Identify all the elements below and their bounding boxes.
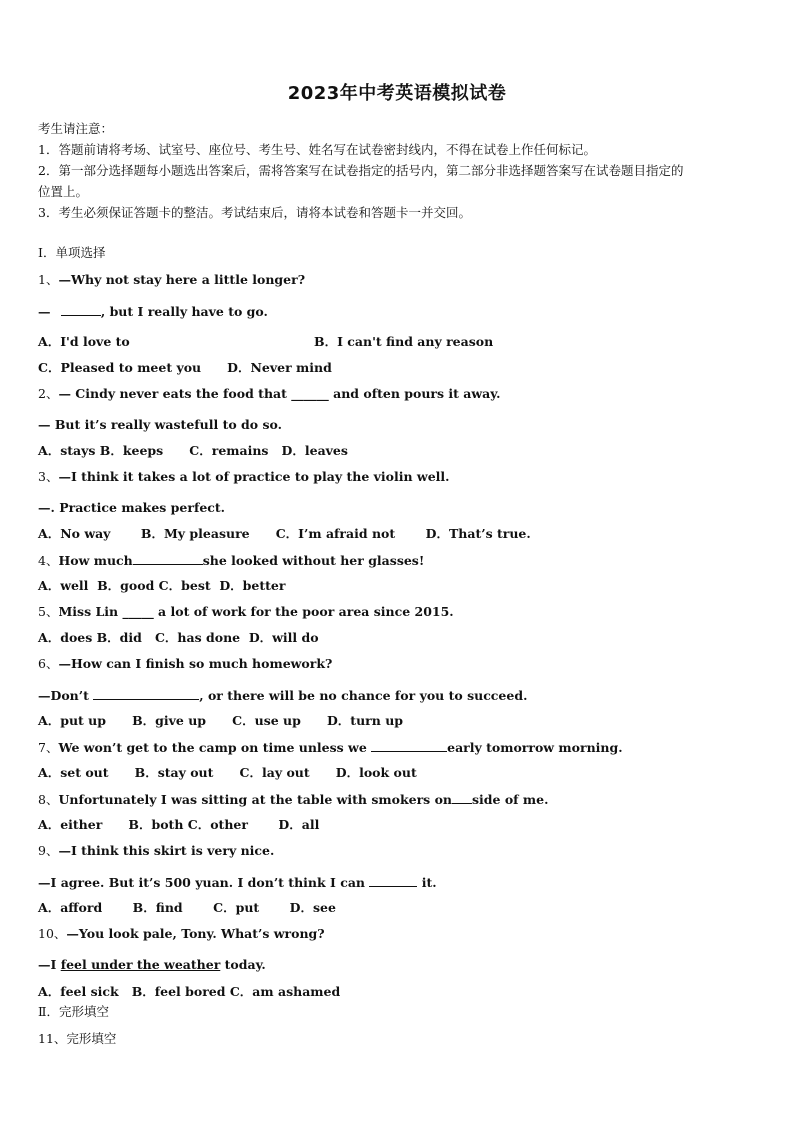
question-5-options: A．does B．did C．has done D．will do	[38, 630, 319, 645]
answer-blank	[452, 791, 472, 804]
question-6-reply: —Don’t , or there will be no chance for you to succeed.	[38, 688, 528, 703]
question-7-options: A．set out B．stay out C．lay out D．look out	[38, 765, 417, 780]
question-6-options: A．put up B．give up C．use up D．turn up	[38, 713, 404, 728]
question-5-stem: 5、Miss Lin _____ a lot of work for the poor area since 2015.	[38, 604, 454, 619]
question-1-reply: — , but I really have to go.	[38, 304, 268, 319]
question-9-stem: 9、—I think this skirt is very nice.	[38, 843, 275, 858]
question-3-reply: —. Practice makes perfect.	[38, 500, 226, 515]
question-4-options: A．well B．good C．best D．better	[38, 578, 286, 593]
exam-title: 2023年中考英语模拟试卷	[287, 83, 507, 104]
notice-item-2: 2．第一部分选择题每小题选出答案后，需将答案写在试卷指定的括号内，第二部分非选择题答案写在试卷题目指定的	[38, 163, 684, 178]
answer-blank	[93, 687, 199, 700]
question-2-stem: 2、— Cindy never eats the food that ______ and often pours it away.	[38, 386, 501, 401]
question-6-stem: 6、—How can I finish so much homework?	[38, 656, 333, 671]
section-heading-1: Ⅰ．单项选择	[38, 245, 106, 260]
notice-heading: 考生请注意：	[38, 121, 114, 136]
question-3-options: A．No way B．My pleasure C．I’m afraid not D．That’s true.	[38, 526, 531, 541]
underlined-phrase: feel under the weather	[60, 957, 221, 972]
question-number: 1、	[38, 272, 59, 287]
question-2-options: A．stays B．keeps C．remains D．leaves	[38, 443, 348, 458]
question-1-option-b: B．I can't find any reason	[314, 334, 494, 349]
question-1-stem: 1、—Why not stay here a little longer?	[38, 272, 306, 287]
question-10-reply: —I feel under the weather today.	[38, 957, 266, 972]
question-9-options: A．afford B．find C．put D．see	[38, 900, 336, 915]
question-1-option-a: A．I'd love to	[38, 334, 130, 349]
question-2-reply: — But it’s really wastefull to do so.	[38, 417, 282, 432]
answer-blank	[133, 552, 203, 565]
notice-item-1: 1．答题前请将考场、试室号、座位号、考生号、姓名写在试卷密封线内，不得在试卷上作任何标记。	[38, 142, 596, 157]
answer-blank	[61, 303, 101, 316]
notice-item-2-cont: 位置上。	[38, 184, 89, 199]
notice-item-3: 3．考生必须保证答题卡的整洁。考试结束后，请将本试卷和答题卡一并交回。	[38, 205, 471, 220]
question-4-stem: 4、How much she looked without her glasses!	[38, 553, 425, 568]
question-8-stem: 8、Unfortunately I was sitting at the table with smokers on side of me.	[38, 792, 549, 807]
question-3-stem: 3、—I think it takes a lot of practice to play the violin well.	[38, 469, 450, 484]
answer-blank	[371, 739, 447, 752]
question-9-reply: —I agree. But it’s 500 yuan. I don’t think I can it.	[38, 875, 437, 890]
question-7-stem: 7、We won’t get to the camp on time unless we early tomorrow morning.	[38, 740, 623, 755]
question-10-stem: 10、—You look pale, Tony. What’s wrong?	[38, 926, 325, 941]
section-heading-2: Ⅱ．完形填空	[38, 1004, 109, 1019]
question-1-options-cd: C．Pleased to meet you D．Never mind	[38, 360, 332, 375]
question-11-heading: 11、完形填空	[38, 1031, 117, 1046]
question-10-options: A．feel sick B．feel bored C．am ashamed	[38, 984, 341, 999]
question-8-options: A．either B．both C．other D．all	[38, 817, 320, 832]
answer-blank	[369, 874, 417, 887]
